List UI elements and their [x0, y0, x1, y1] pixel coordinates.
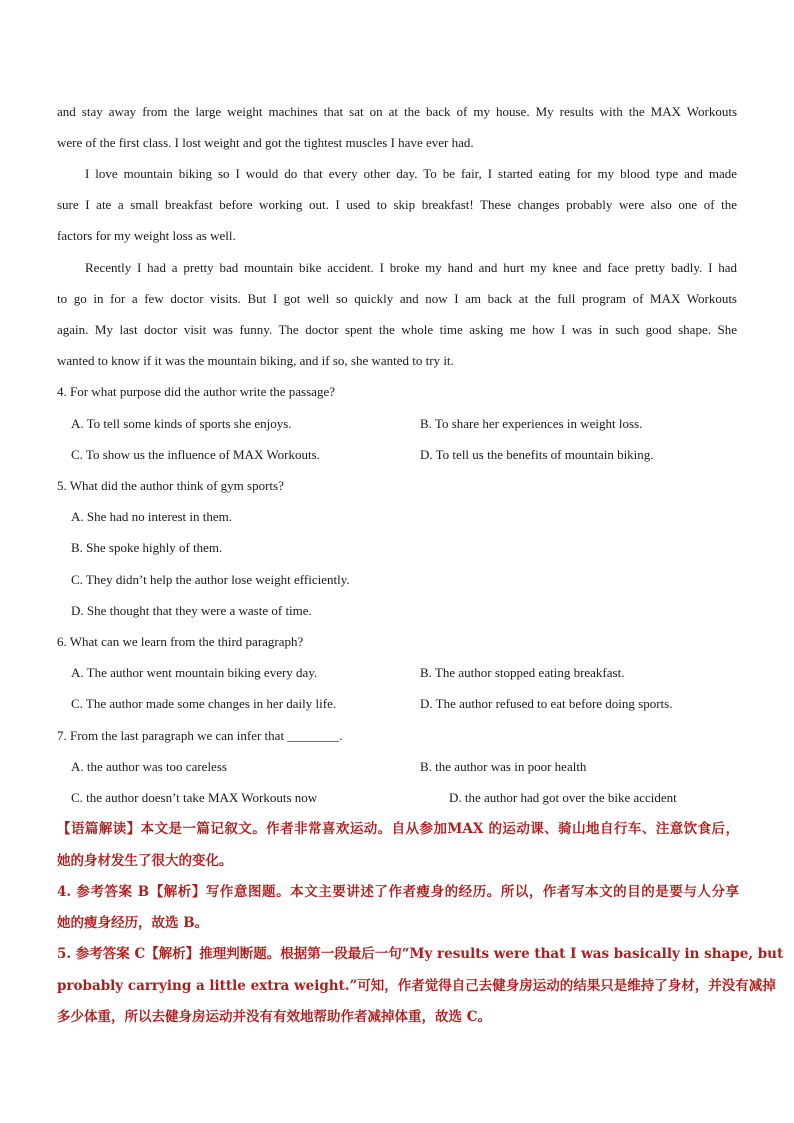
passage-line: sure I ate a small breakfast before working out. I used to skip breakfast! These changes probably were also one of the — [57, 197, 737, 212]
passage-line: again. My last doctor visit was funny. The doctor spent the whole time asking me how I was in such good shape. She — [57, 322, 737, 337]
option-5d: D. She thought that they were a waste of time. — [71, 603, 312, 618]
option-4a: A. To tell some kinds of sports she enjoys. — [71, 416, 292, 431]
option-6b: B. The author stopped eating breakfast. — [420, 665, 625, 680]
option-5a: A. She had no interest in them. — [71, 509, 233, 524]
question-stem-4: 4. For what purpose did the author write the passage? — [57, 384, 335, 399]
option-7a: A. the author was too careless — [71, 759, 227, 774]
answer-5-line: 多少体重，所以去健身房运动并没有有效地帮助作者减掉体重，故选 C。 — [57, 1009, 491, 1025]
answer-5-line: probably carrying a little extra weight.”可知，作者觉得自己去健身房运动的结果只是维持了身材，并没有减掉 — [57, 978, 776, 994]
question-stem-7: 7. From the last paragraph we can infer that ________. — [57, 728, 343, 743]
passage-line: I love mountain biking so I would do that every other day. To be fair, I started eating for my blood type and made — [85, 166, 737, 181]
option-6d: D. The author refused to eat before doing sports. — [420, 696, 673, 711]
passage-line: Recently I had a pretty bad mountain bike accident. I broke my hand and hurt my knee and face pretty badly. I had — [85, 260, 737, 275]
passage-line: wanted to know if it was the mountain biking, and if so, she wanted to try it. — [57, 353, 454, 368]
analysis-intro-line: 【语篇解读】本文是一篇记叙文。作者非常喜欢运动。自从参加MAX 的运动课、骑山地自行车、注意饮食后， — [57, 821, 739, 837]
option-4b: B. To share her experiences in weight loss. — [420, 416, 643, 431]
passage-line: and stay away from the large weight machines that sat on at the back of my house. My results with the MAX Workouts — [57, 104, 737, 119]
answer-4-line: 4. 参考答案 B【解析】写作意图题。本文主要讲述了作者瘦身的经历。所以，作者写本文的目的是要与人分享 — [57, 884, 739, 900]
option-4d: D. To tell us the benefits of mountain biking. — [420, 447, 654, 462]
option-5b: B. She spoke highly of them. — [71, 540, 223, 555]
passage-line: factors for my weight loss as well. — [57, 228, 236, 243]
question-stem-6: 6. What can we learn from the third paragraph? — [57, 634, 304, 649]
option-6a: A. The author went mountain biking every day. — [71, 665, 318, 680]
analysis-intro-line: 她的身材发生了很大的变化。 — [57, 853, 233, 869]
passage-line: were of the first class. I lost weight and got the tightest muscles I have ever had. — [57, 135, 474, 150]
question-stem-5: 5. What did the author think of gym sports? — [57, 478, 284, 493]
option-5c: C. They didn’t help the author lose weight efficiently. — [71, 572, 350, 587]
option-7d: D. the author had got over the bike accident — [449, 790, 677, 805]
answer-4-line: 她的瘦身经历，故选 B。 — [57, 915, 209, 931]
option-4c: C. To show us the influence of MAX Workouts. — [71, 447, 320, 462]
passage-line: to go in for a few doctor visits. But I got well so quickly and now I am back at the full program of MAX Workouts — [57, 291, 737, 306]
option-7b: B. the author was in poor health — [420, 759, 587, 774]
option-6c: C. The author made some changes in her daily life. — [71, 696, 337, 711]
answer-5-line: 5. 参考答案 C【解析】推理判断题。根据第一段最后一句“My results were that I was basically in shape, but — [57, 946, 784, 962]
option-7c: C. the author doesn’t take MAX Workouts now — [71, 790, 318, 805]
